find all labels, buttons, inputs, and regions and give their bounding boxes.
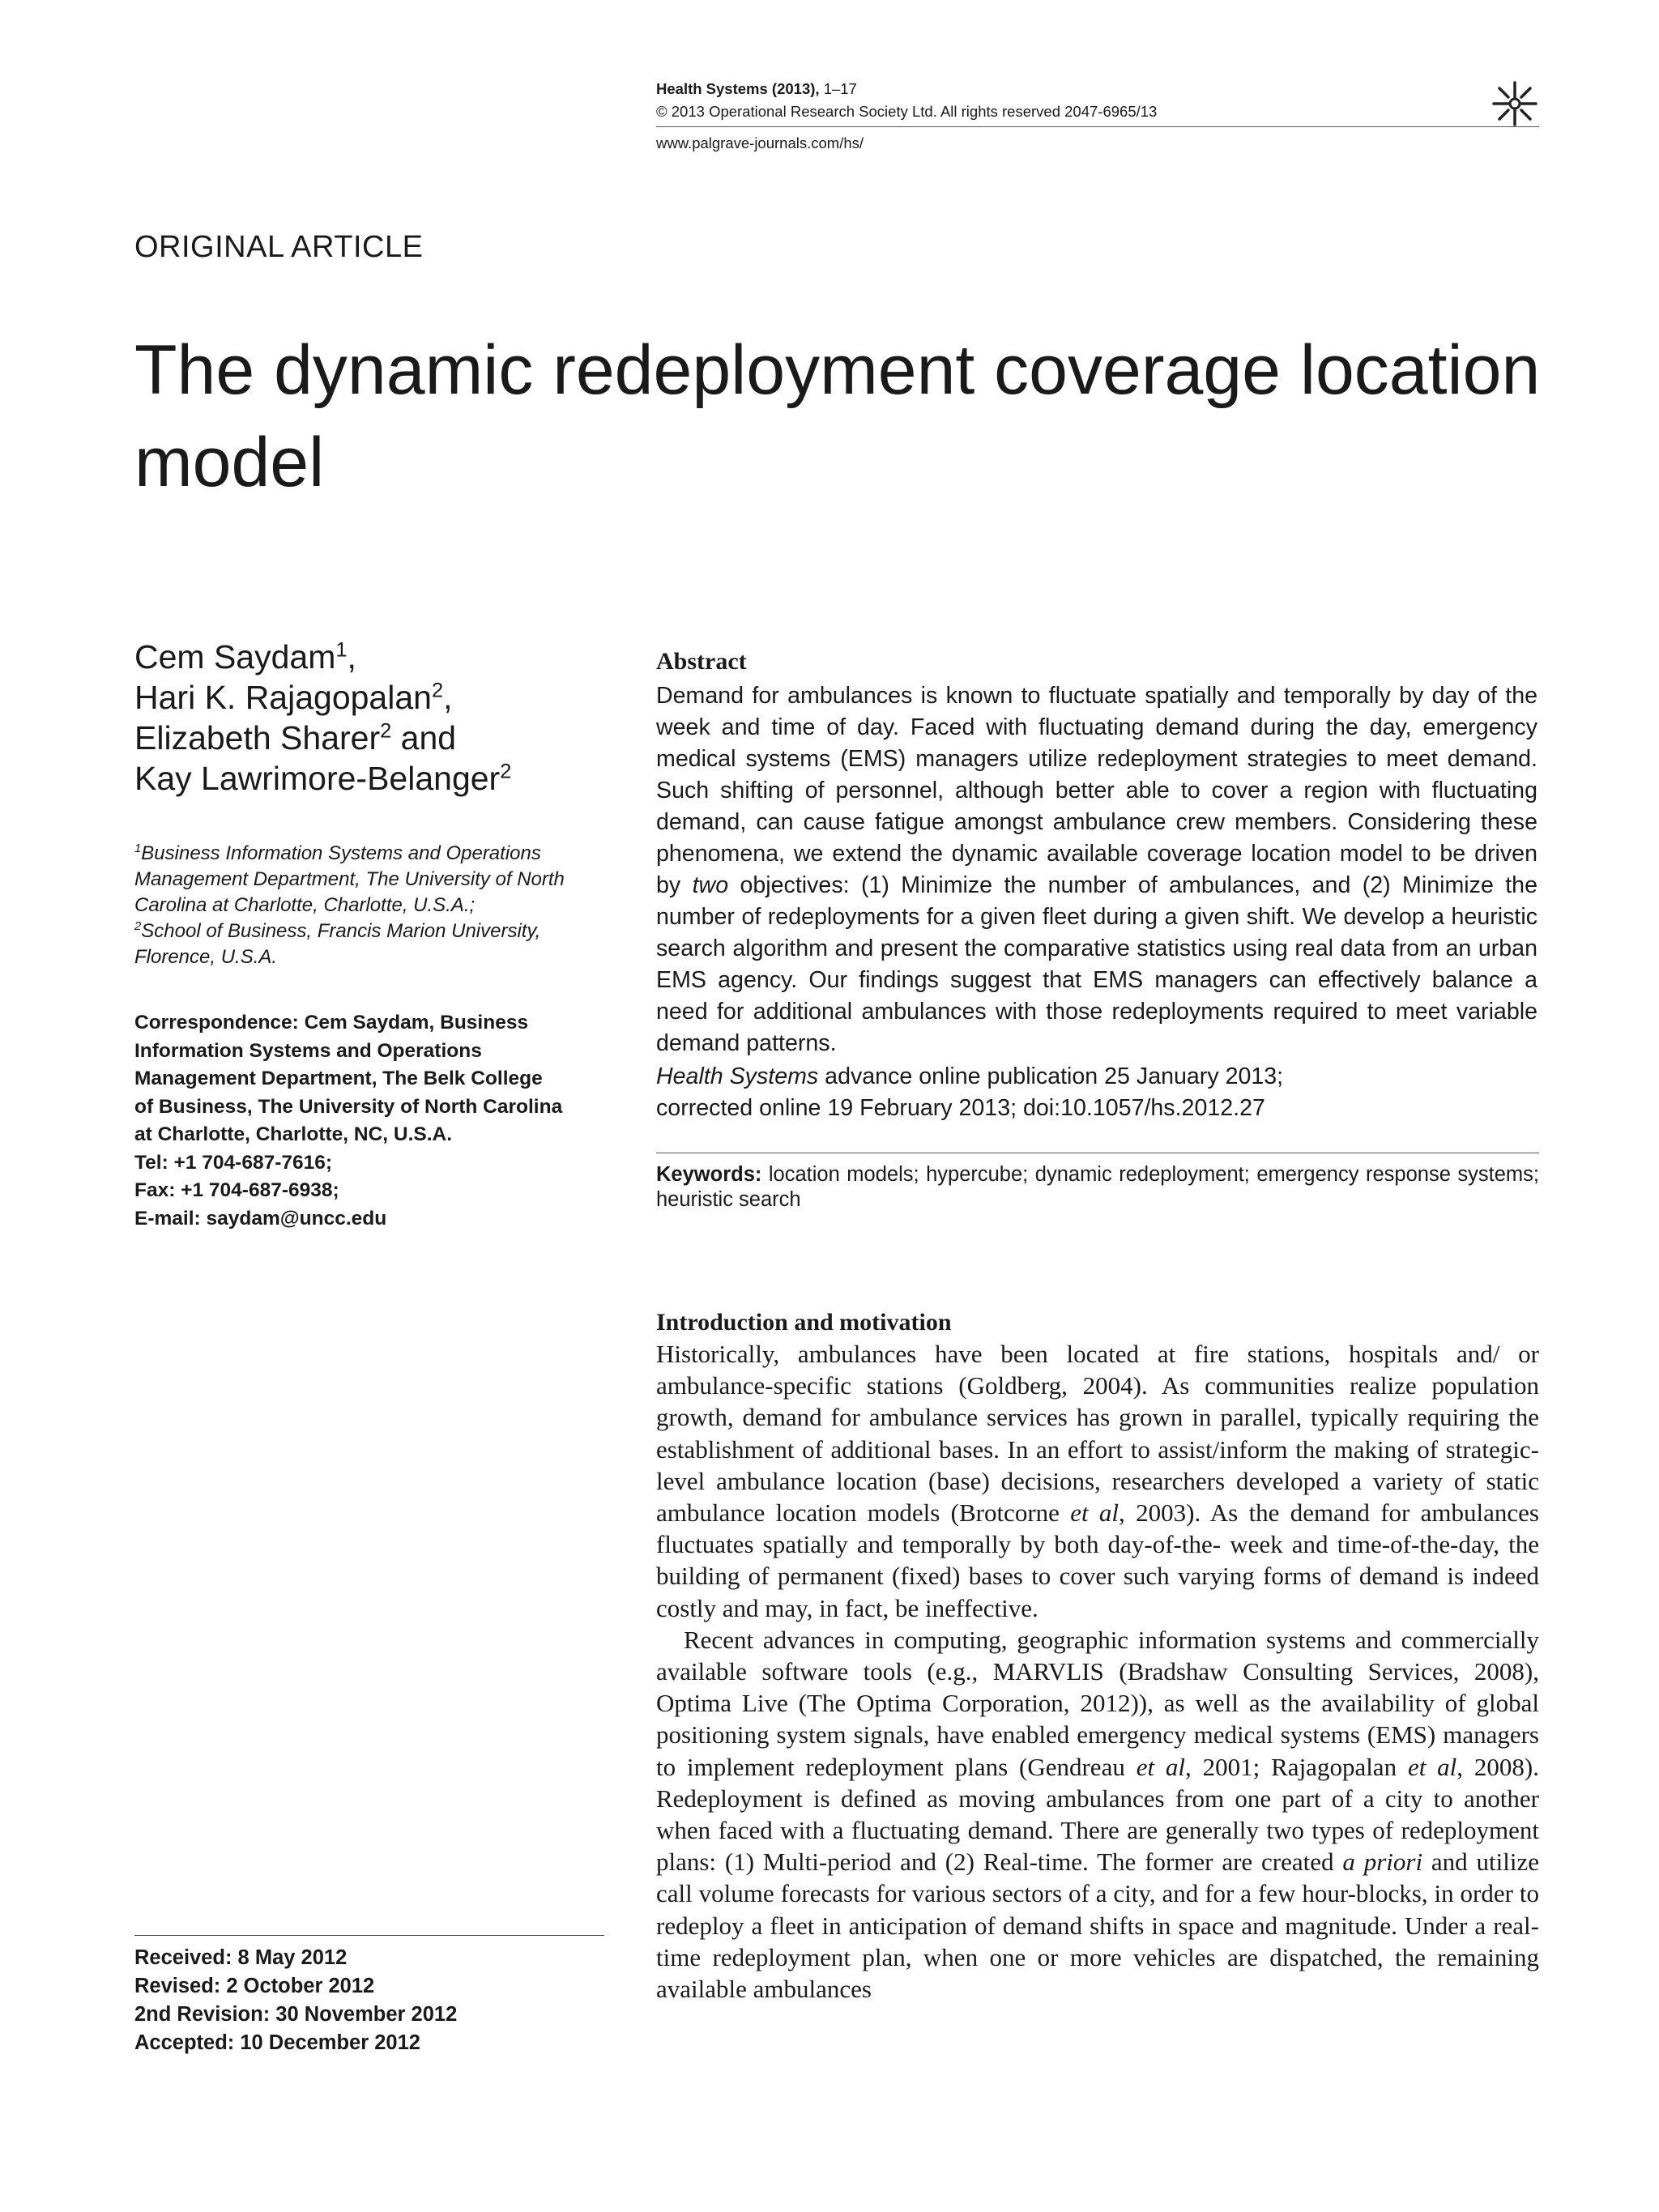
- abstract-heading: Abstract: [656, 648, 747, 675]
- journal-url[interactable]: www.palgrave-journals.com/hs/: [656, 134, 864, 151]
- submission-dates: Received: 8 May 2012 Revised: 2 October 2012 2nd Revision: 30 November 2012 Accepted: 10 December 2012: [134, 1946, 458, 2054]
- author: Elizabeth Sharer$^2$ and: [134, 719, 457, 757]
- header-rule: [656, 126, 1539, 127]
- correspondence-email[interactable]: E-mail: saydam@uncc.edu: [134, 1207, 387, 1230]
- article-title: The dynamic redeployment coverage location model: [134, 331, 1541, 501]
- author: Kay Lawrimore-Belanger$^2$: [134, 760, 512, 797]
- journal-title: Health Systems (2013),: [656, 80, 820, 97]
- article-type: ORIGINAL ARTICLE: [134, 230, 424, 264]
- dates-rule: [134, 1935, 604, 1936]
- keywords: Keywords: location models; hypercube; dynamic redeployment; emergency response systems; heuristic search: [656, 1163, 1539, 1211]
- paragraph: Recent advances in computing, geographic information systems and commercially available software tools (e.g., MARVLIS (Bradshaw Consulting Services, 2008), Optima Live (The Optima Corporation, 2012)), as well as the availability of global positioning system signals, have enabled emergency medical systems (EMS) managers to implement redeployment plans (Gendreau et al, 2001; Rajagopalan et al, 2008). Redeployment is defined as moving ambulances from one part of a city to another when faced with a fluctuating demand. There are generally two types of redeployment plans: (1) Multi-period and (2) Real-time. The former are created a priori and utilize call volume forecasts for various sectors of a city, and for a few hour-blocks, in order to redeploy a fleet in anticipation of demand shifts in space and magnitude. Under a real-time redeployment plan, when one or more vehicles are dispatched, the remaining available ambulances: [656, 1625, 1540, 2004]
- affiliation: $^2$School of Business, Francis Marion University, Florence, U.S.A.: [134, 920, 541, 968]
- introduction-body: [656, 1338, 1539, 2005]
- journal-header: [656, 78, 1539, 155]
- journal-pages: 1–17: [823, 80, 857, 97]
- affiliation: $^1$Business Information Systems and Operations Management Department, The University of North Carolina at Charlotte, Charlotte, U.S.A.;: [134, 842, 565, 916]
- author-list: [134, 637, 621, 799]
- paragraph: Historically, ambulances have been located at fire stations, hospitals and/ or ambulance-specific stations (Goldberg, 2004). As communities realize population growth, demand for ambulance services has grown in parallel, typically requiring the establishment of additional bases. In an effort to assist/inform the making of strategic-level ambulance location (base) decisions, researchers developed a variety of static ambulance location models (Brotcorne et al, 2003). As the demand for ambulances fluctuates spatially and temporally by both day-of-the- week and time-of-the-day, the building of permanent (fixed) bases to cover such varying forms of demand is indeed costly and may, in fact, be ineffective.: [656, 1340, 1539, 1622]
- section-heading: Introduction and motivation: [656, 1309, 952, 1336]
- correspondence: Correspondence: Cem Saydam, Business Information Systems and Operations Management Department, The Belk College of Business, The University of North Carolina at Charlotte, Charlotte, NC, U.S.A. Tel: +1 704-687-7616; Fax: +1 704-687-6938; E-mail: saydam@uncc.edu: [134, 1009, 621, 1233]
- author: Cem Saydam$^1$,: [134, 638, 356, 676]
- doi[interactable]: corrected online 19 February 2013; doi:10.1057/hs.2012.27: [656, 1095, 1265, 1121]
- palgrave-star-icon: [1491, 79, 1539, 128]
- abstract-text: Demand for ambulances is known to fluctuate spatially and temporally by day of the week and time of day. Faced with fluctuating demand during the day, emergency medical systems (EMS) managers utilize redeployment strategies to meet demand. Such shifting of personnel, although better able to cover a region with fluctuating demand, can cause fatigue amongst ambulance crew members. Considering these phenomena, we extend the dynamic available coverage location model to be driven by two objectives: (1) Minimize the number of ambulances, and (2) Minimize the number of redeployments for a given fleet during a given shift. We develop a heuristic search algorithm and present the comparative statistics using real data from an urban EMS agency. Our findings suggest that EMS managers can effectively balance a need for additional ambulances with those redeployments required to meet variable demand patterns.: [656, 683, 1537, 1056]
- author: Hari K. Rajagopalan$^2$,: [134, 679, 453, 716]
- copyright-line: © 2013 Operational Research Society Ltd. All rights reserved 2047-6965/13: [656, 103, 1158, 120]
- abstract-citation: Health Systems advance online publication 25 January 2013; corrected online 19 February 2013; doi:10.1057/hs.2012.27: [656, 1061, 1537, 1124]
- journal-citation: [656, 78, 1539, 100]
- affiliations: [134, 841, 612, 970]
